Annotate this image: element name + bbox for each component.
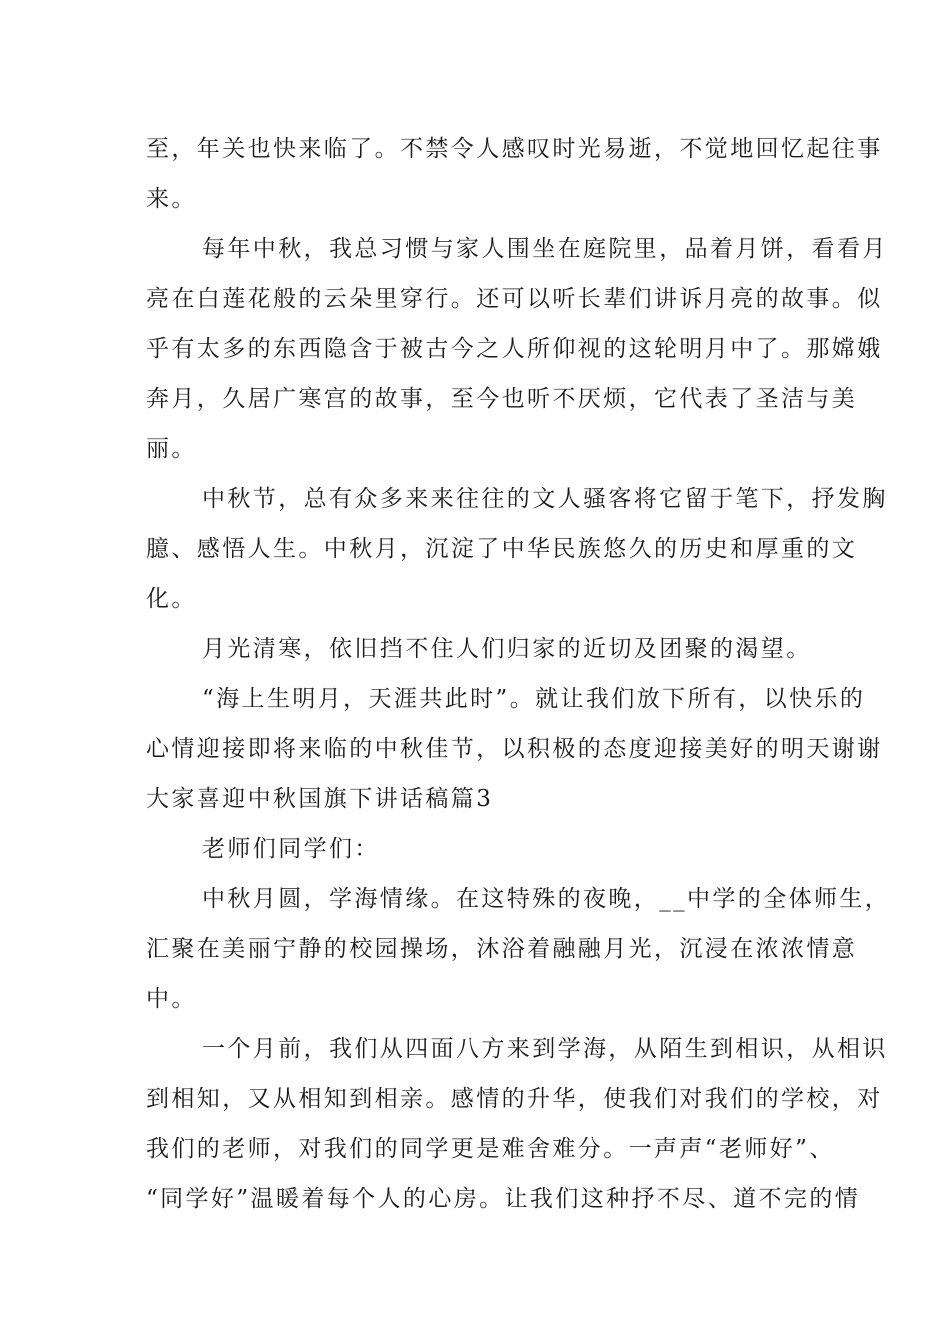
text-line: 奔月，久居广寒宫的故事，至今也听不厌烦，它代表了圣洁与美	[146, 386, 858, 412]
paragraph-start-line: 中秋月圆，学海情缘。在这特殊的夜晚，__中学的全体师生，	[202, 886, 891, 912]
text-line: 到相知，又从相知到相亲。感情的升华，使我们对我们的学校，对	[146, 1086, 883, 1112]
paragraph-start-line: 每年中秋，我总习惯与家人围坐在庭院里，品着月饼，看看月	[202, 236, 888, 262]
paragraph-start-line: 一个月前，我们从四面八方来到学海，从陌生到相识，从相识	[202, 1036, 888, 1062]
paragraph-start-line: 中秋节，总有众多来来往往的文人骚客将它留于笔下，抒发胸	[202, 486, 888, 512]
text-line: 中。	[146, 986, 197, 1012]
text-line: 汇聚在美丽宁静的校园操场，沐浴着融融月光，沉浸在浓浓情意	[146, 936, 858, 962]
text-line: 大家喜迎中秋国旗下讲话稿篇3	[146, 786, 494, 812]
text-line: 化。	[146, 586, 197, 612]
text-line: 亮在白莲花般的云朵里穿行。还可以听长辈们讲诉月亮的故事。似	[146, 286, 883, 312]
paragraph-start-line: “海上生明月，天涯共此时”。就让我们放下所有，以快乐的	[202, 686, 866, 712]
text-line: 心情迎接即将来临的中秋佳节，以积极的态度迎接美好的明天谢谢	[146, 736, 883, 762]
text-line: 乎有太多的东西隐含于被古今之人所仰视的这轮明月中了。那嫦娥	[146, 336, 883, 362]
text-line: 我们的老师，对我们的同学更是难舍难分。一声声“老师好”、	[146, 1136, 835, 1162]
text-line: 至，年关也快来临了。不禁令人感叹时光易逝，不觉地回忆起往事	[146, 136, 883, 162]
paragraph-start-line: 月光清寒，依旧挡不住人们归家的近切及团聚的渴望。	[202, 636, 812, 662]
text-line: “同学好”温暖着每个人的心房。让我们这种抒不尽、道不完的情	[146, 1186, 861, 1212]
text-line: 臆、感悟人生。中秋月，沉淀了中华民族悠久的历史和厚重的文	[146, 536, 858, 562]
text-line: 来。	[146, 186, 197, 212]
text-line: 丽。	[146, 436, 197, 462]
salutation-line: 老师们同学们：	[202, 836, 380, 862]
